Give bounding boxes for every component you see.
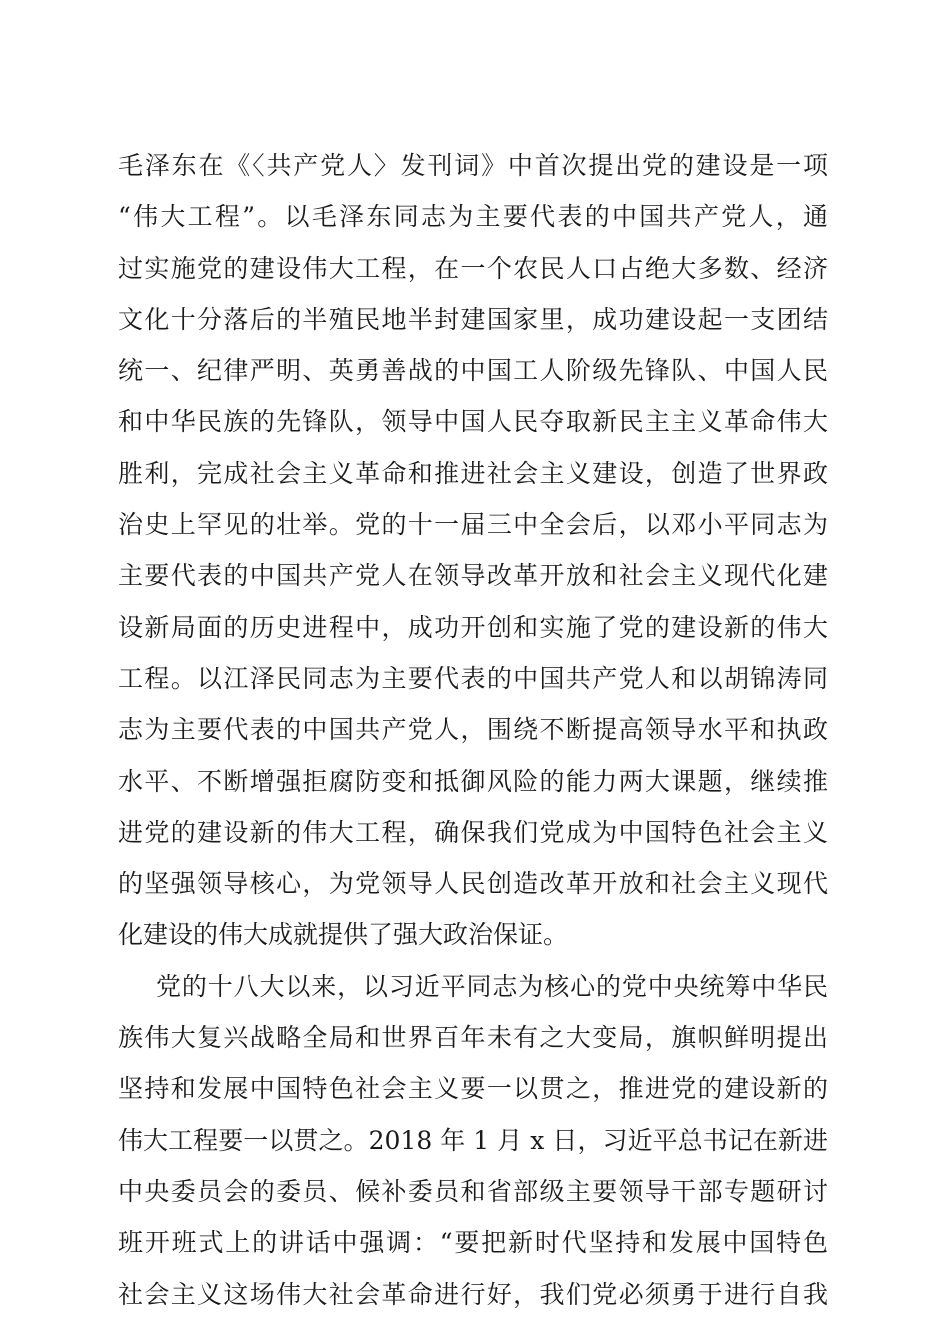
body-text bbox=[118, 140, 828, 1320]
text-line: 毛泽东在《〈共产党人〉发刊词》中首次提出党的建设是一项 bbox=[118, 151, 828, 180]
paragraph-2 bbox=[118, 961, 828, 1320]
text-line: 族伟大复兴战略全局和世界百年未有之大变局，旗帜鲜明提出 bbox=[118, 1023, 828, 1053]
text-line: 统一、纪律严明、英勇善战的中国工人阶级先锋队、中国人民 bbox=[118, 356, 828, 386]
text-line: 主要代表的中国共产党人在领导改革开放和社会主义现代化建 bbox=[118, 561, 828, 591]
text-line: “伟大工程”。以毛泽东同志为主要代表的中国共产党人，通 bbox=[118, 202, 828, 232]
text-line: 坚持和发展中国特色社会主义要一以贯之，推进党的建设新的 bbox=[118, 1074, 828, 1104]
text-line: 水平、不断增强拒腐防变和抵御风险的能力两大课题，继续推 bbox=[118, 766, 828, 796]
text-line: 中央委员会的委员、候补委员和省部级主要领导干部专题研讨 bbox=[118, 1176, 828, 1206]
text-line: 党的十八大以来，以习近平同志为核心的党中央统筹中华民 bbox=[156, 971, 828, 1001]
text-line: 和中华民族的先锋队，领导中国人民夺取新民主主义革命伟大 bbox=[118, 407, 828, 437]
text-line: 治史上罕见的壮举。党的十一届三中全会后，以邓小平同志为 bbox=[118, 510, 828, 540]
text-line: 过实施党的建设伟大工程，在一个农民人口占绝大多数、经济 bbox=[118, 253, 828, 283]
text-line: 班开班式上的讲话中强调：“要把新时代坚持和发展中国特色 bbox=[118, 1228, 828, 1258]
text-line: 文化十分落后的半殖民地半封建国家里，成功建设起一支团结 bbox=[118, 304, 828, 334]
text-line: 志为主要代表的中国共产党人，围绕不断提高领导水平和执政 bbox=[118, 715, 828, 745]
text-line: 化建设的伟大成就提供了强大政治保证。 bbox=[118, 920, 569, 950]
text-line: 胜利，完成社会主义革命和推进社会主义建设，创造了世界政 bbox=[118, 458, 828, 488]
paragraph-1 bbox=[118, 140, 828, 961]
text-line: 的坚强领导核心，为党领导人民创造改革开放和社会主义现代 bbox=[118, 869, 828, 899]
text-line: 工程。以江泽民同志为主要代表的中国共产党人和以胡锦涛同 bbox=[118, 663, 828, 693]
text-line: 社会主义这场伟大社会革命进行好，我们党必须勇于进行自我 bbox=[118, 1279, 828, 1309]
text-line: 进党的建设新的伟大工程，确保我们党成为中国特色社会主义 bbox=[118, 817, 828, 847]
text-line: 设新局面的历史进程中，成功开创和实施了党的建设新的伟大 bbox=[118, 612, 828, 642]
text-line: 伟大工程要一以贯之。2018 年 1 月 x 日，习近平总书记在新进 bbox=[118, 1125, 828, 1155]
